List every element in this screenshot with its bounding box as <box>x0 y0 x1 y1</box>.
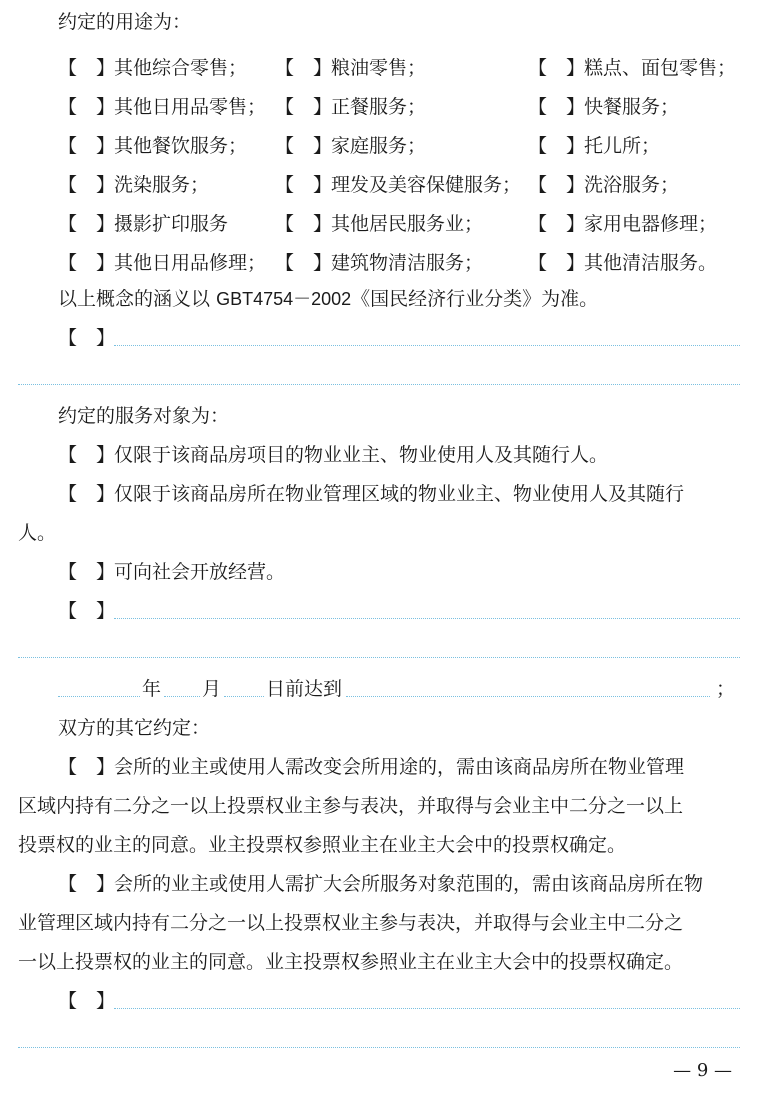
usage-option[interactable]: 【 】粮油零售； <box>275 57 427 79</box>
other-fill-line-2[interactable] <box>18 1047 740 1048</box>
service-other-fill-line-2[interactable] <box>18 657 740 658</box>
service-option-2[interactable]: 【 】仅限于该商品房所在物业管理区域的物业业主、物业使用人及其随行 <box>58 483 685 505</box>
service-option-3[interactable]: 【 】可向社会开放经营。 <box>58 561 286 583</box>
usage-option[interactable]: 【 】其他日用品修理； <box>58 252 267 274</box>
day-reach-label: 日前达到 <box>266 678 343 700</box>
date-end-punct: ； <box>716 678 736 700</box>
usage-option[interactable]: 【 】正餐服务； <box>275 96 427 118</box>
usage-option[interactable]: 【 】其他居民服务业； <box>275 213 484 235</box>
other-blank-option[interactable]: 【 】 <box>58 990 116 1012</box>
other-clause-1-line3: 投票权的业主的同意。业主投票权参照业主在业主大会中的投票权确定。 <box>18 834 627 856</box>
other-clause-2-line3: 一以上投票权的业主的同意。业主投票权参照业主在业主大会中的投票权确定。 <box>18 951 684 973</box>
usage-option[interactable]: 【 】其他日用品零售； <box>58 96 267 118</box>
page-number: — 9 — <box>673 1060 732 1081</box>
service-option-2-cont: 人。 <box>18 522 57 544</box>
service-other-option[interactable]: 【 】 <box>58 600 116 622</box>
year-label: 年 <box>142 678 162 700</box>
month-label: 月 <box>202 678 222 700</box>
other-fill-line[interactable] <box>114 1008 740 1009</box>
other-clause-1[interactable]: 【 】会所的业主或使用人需改变会所用途的，需由该商品房所在物业管理 <box>58 756 685 778</box>
usage-option[interactable]: 【 】其他餐饮服务； <box>58 135 248 157</box>
other-clause-2[interactable]: 【 】会所的业主或使用人需扩大会所服务对象范围的，需由该商品房所在物 <box>58 873 704 895</box>
other-title: 双方的其它约定： <box>58 717 211 739</box>
month-blank[interactable] <box>164 696 200 697</box>
usage-option[interactable]: 【 】洗染服务； <box>58 174 210 196</box>
usage-other-option[interactable]: 【 】 <box>58 327 116 349</box>
service-option-1[interactable]: 【 】仅限于该商品房项目的物业业主、物业使用人及其随行人。 <box>58 444 609 466</box>
service-other-fill-line[interactable] <box>114 618 740 619</box>
other-clause-1-line2: 区域内持有二分之一以上投票权业主参与表决，并取得与会业主中二分之一以上 <box>18 795 684 817</box>
usage-option[interactable]: 【 】托儿所； <box>528 135 661 157</box>
usage-option[interactable]: 【 】快餐服务； <box>528 96 680 118</box>
usage-option[interactable]: 【 】摄影扩印服务 <box>58 213 229 235</box>
usage-other-fill-line[interactable] <box>114 345 740 346</box>
usage-option[interactable]: 【 】家庭服务； <box>275 135 427 157</box>
usage-option[interactable]: 【 】理发及美容保健服务； <box>275 174 522 196</box>
reach-target-blank[interactable] <box>346 696 710 697</box>
usage-option[interactable]: 【 】其他清洁服务。 <box>528 252 718 274</box>
day-blank[interactable] <box>224 696 264 697</box>
usage-option[interactable]: 【 】建筑物清洁服务； <box>275 252 484 274</box>
usage-title: 约定的用途为： <box>58 11 192 33</box>
other-clause-2-line2: 业管理区域内持有二分之一以上投票权业主参与表决，并取得与会业主中二分之 <box>18 912 684 934</box>
usage-option[interactable]: 【 】家用电器修理； <box>528 213 718 235</box>
usage-option[interactable]: 【 】糕点、面包零售； <box>528 57 737 79</box>
usage-note: 以上概念的涵义以 GBT4754－2002《国民经济行业分类》为准。 <box>58 288 599 310</box>
usage-option[interactable]: 【 】洗浴服务； <box>528 174 680 196</box>
usage-option[interactable]: 【 】其他综合零售； <box>58 57 248 79</box>
service-title: 约定的服务对象为： <box>58 405 230 427</box>
usage-other-fill-line-2[interactable] <box>18 384 740 385</box>
year-blank[interactable] <box>58 696 140 697</box>
